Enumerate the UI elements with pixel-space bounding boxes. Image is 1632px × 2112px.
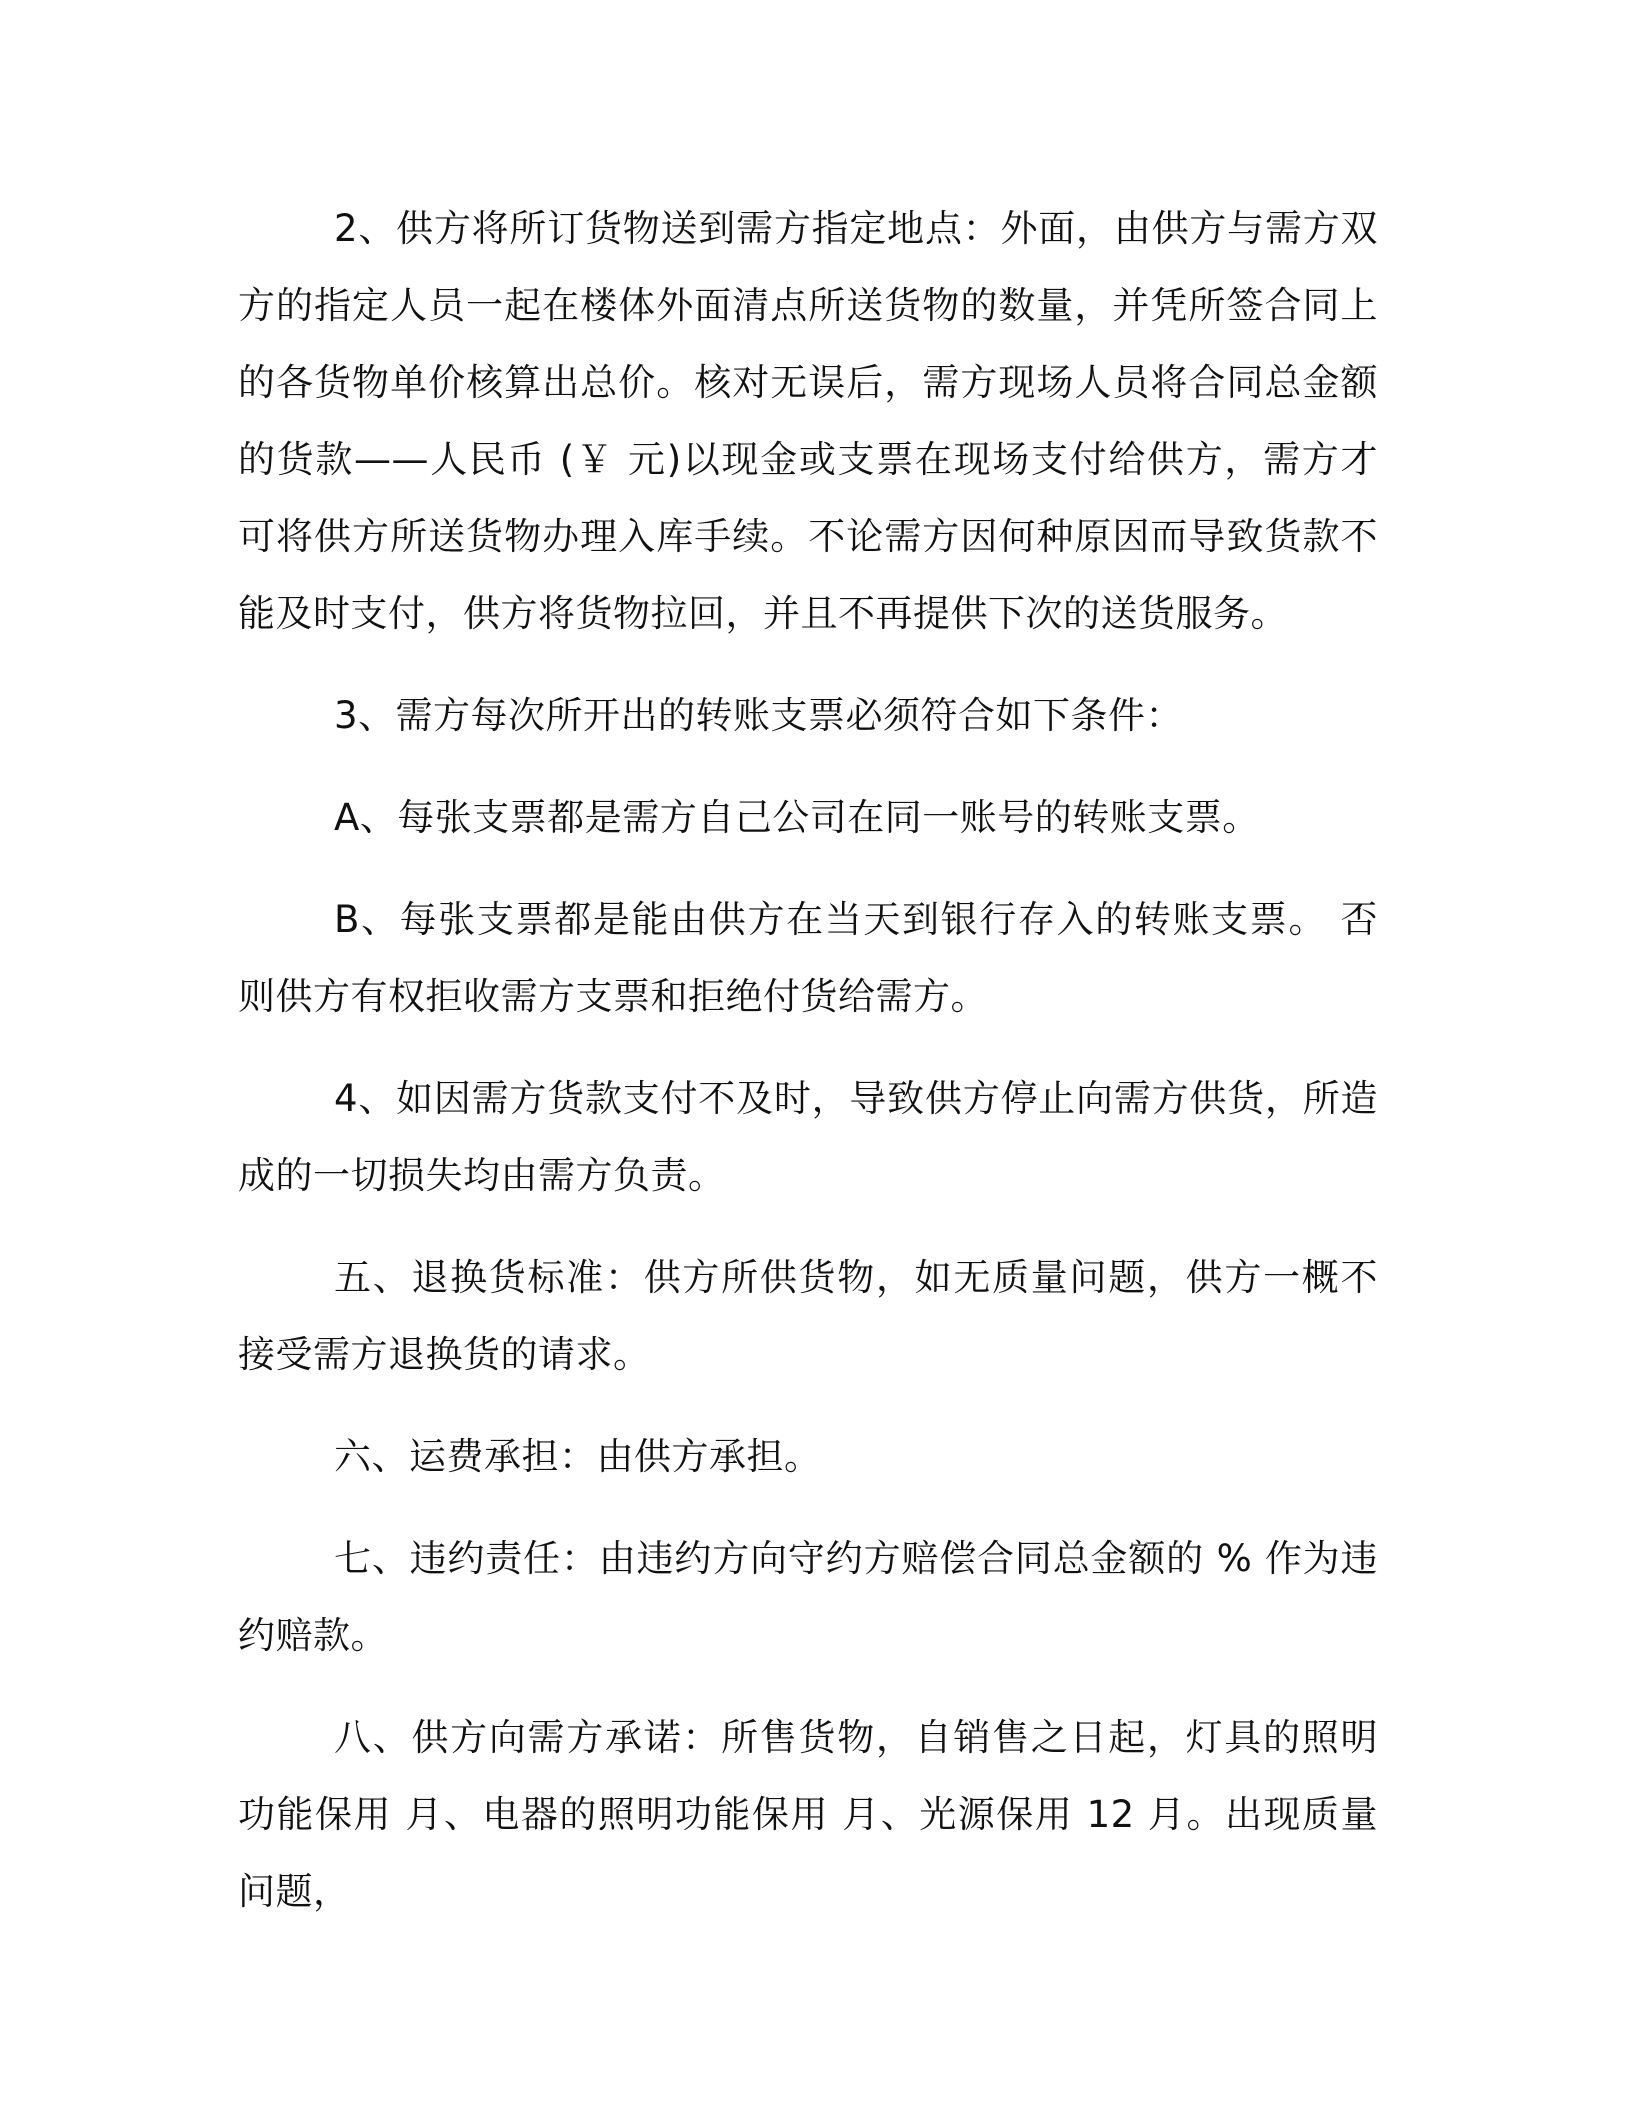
paragraph-freight: 六、运费承担：由供方承担。 bbox=[334, 1435, 822, 1478]
paragraph-return-standard: 五、退换货标准：供方所供货物，如无质量问题，供方一概不接受需方退换货的请求。 bbox=[238, 1256, 1378, 1376]
paragraph-late-payment: 4、如因需方货款支付不及时，导致供方停止向需方供货，所造成的一切损失均由需方负责。 bbox=[238, 1077, 1378, 1197]
document-body bbox=[238, 190, 1378, 1955]
paragraph-warranty: 八、供方向需方承诺：所售货物，自销售之日起，灯具的照明功能保用 月、电器的照明功能保用 月、光源保用 12 月。出现质量问题， bbox=[238, 1716, 1378, 1913]
paragraph-breach: 七、违约责任：由违约方向守约方赔偿合同总金额的 % 作为违约赔款。 bbox=[238, 1537, 1378, 1657]
paragraph-delivery-payment: 2、供方将所订货物送到需方指定地点：外面，由供方与需方双方的指定人员一起在楼体外面清点所送货物的数量，并凭所签合同上的各货物单价核算出总价。核对无误后，需方现场人员将合同总金额的货款——人民币 (￥ 元)以现金或支票在现场支付给供方，需方才可将供方所送货物办理入库手续。不论需方因何种原因而导致货款不能及时支付，供方将货物拉回，并且不再提供下次的送货服务。 bbox=[238, 207, 1378, 635]
paragraph-condition-b: B、每张支票都是能由供方在当天到银行存入的转账支票。 否则供方有权拒收需方支票和拒绝付货给需方。 bbox=[238, 898, 1378, 1018]
paragraph-check-conditions: 3、需方每次所开出的转账支票必须符合如下条件： bbox=[334, 694, 1184, 737]
paragraph-condition-a: A、每张支票都是需方自己公司在同一账号的转账支票。 bbox=[334, 796, 1260, 839]
